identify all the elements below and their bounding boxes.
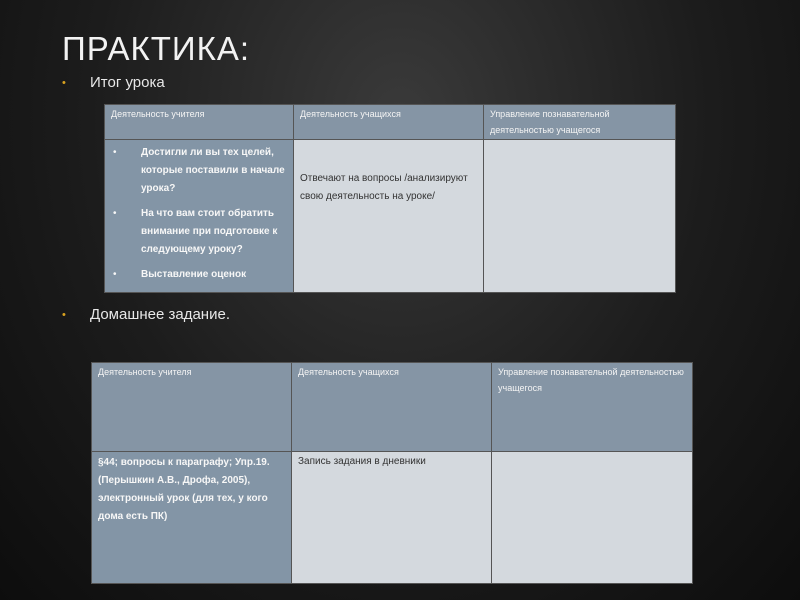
bullet-marker-icon: • xyxy=(113,208,117,219)
header-student-activity: Деятельность учащихся xyxy=(294,105,484,140)
bullet-marker-icon: • xyxy=(62,76,66,89)
cell-teacher-activity: §44; вопросы к параграфу; Упр.19. (Перышкин А.В., Дрофа, 2005), электронный урок (для тех, у кого дома есть ПК) xyxy=(92,452,292,584)
list-item: • Достигли ли вы тех целей, которые поставили в начале урока? xyxy=(113,144,287,198)
bullet-marker-icon: • xyxy=(113,269,117,280)
cell-cognitive-management xyxy=(492,452,693,584)
bullet-marker-icon: • xyxy=(62,308,66,321)
table-row xyxy=(105,140,676,293)
table-header-row xyxy=(105,105,676,140)
header-cognitive-management: Управление познавательной деятельностью учащегося xyxy=(484,105,676,140)
bullet-text: Домашнее задание. xyxy=(90,306,230,323)
list-item: • Выставление оценок xyxy=(113,266,287,284)
header-student-activity: Деятельность учащихся xyxy=(292,363,492,452)
table-header-row xyxy=(92,363,693,452)
bullet-text: Итог урока xyxy=(90,74,165,91)
table-row xyxy=(92,452,693,584)
homework-table xyxy=(91,362,693,584)
bullet-marker-icon: • xyxy=(113,147,117,158)
cell-teacher-activity xyxy=(105,140,294,293)
teacher-activity-list xyxy=(105,140,293,284)
slide-title: ПРАКТИКА: xyxy=(62,30,251,67)
bullet-homework xyxy=(62,306,230,323)
header-cognitive-management: Управление познавательной деятельностью учащегося xyxy=(492,363,693,452)
cell-student-activity: Запись задания в дневники xyxy=(292,452,492,584)
list-item: • На что вам стоит обратить внимание при подготовке к следующему уроку? xyxy=(113,205,287,259)
lesson-summary-table xyxy=(104,104,676,293)
header-teacher-activity: Деятельность учителя xyxy=(105,105,294,140)
cell-cognitive-management xyxy=(484,140,676,293)
cell-student-activity: Отвечают на вопросы /анализируют свою деятельность на уроке/ xyxy=(294,140,484,293)
header-teacher-activity: Деятельность учителя xyxy=(92,363,292,452)
bullet-lesson-summary xyxy=(62,74,165,91)
